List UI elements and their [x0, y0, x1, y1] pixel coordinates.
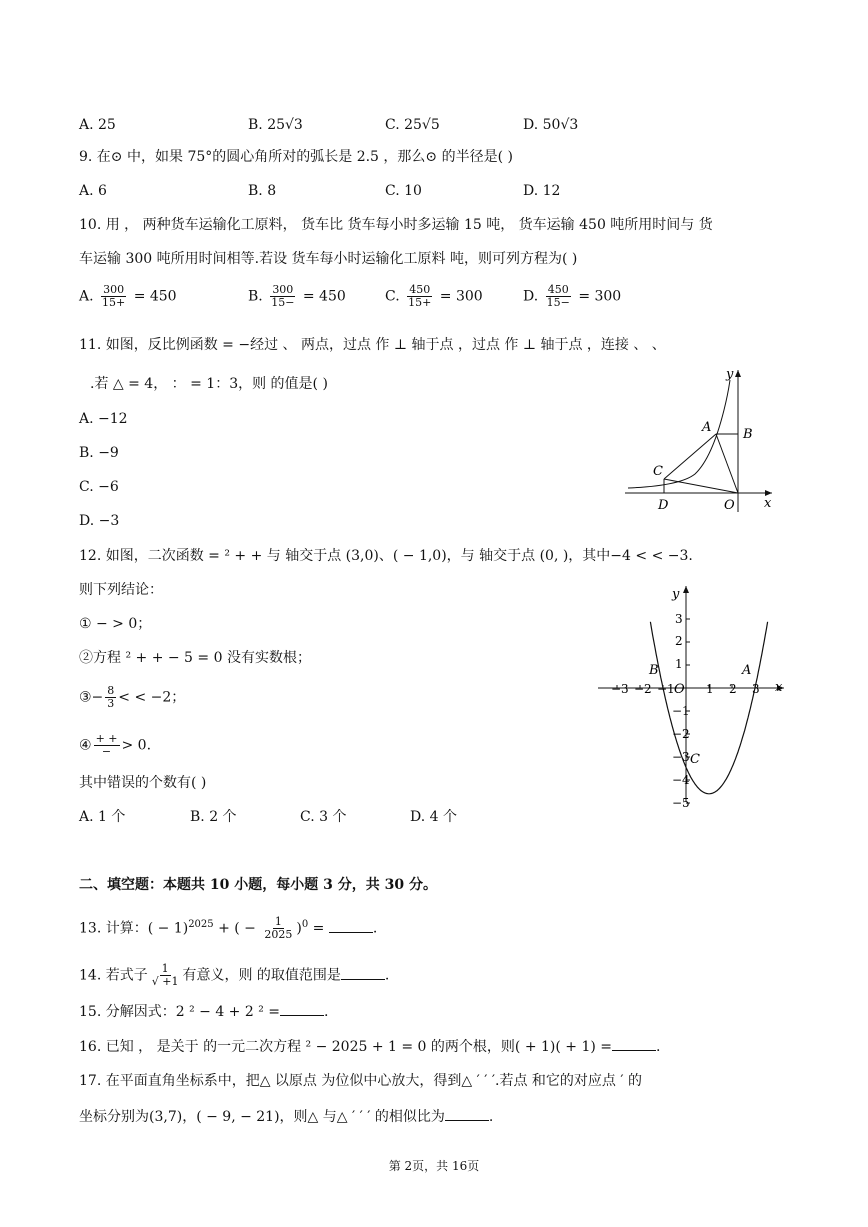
x-tick-label: 1: [706, 682, 714, 696]
fraction: [406, 284, 433, 309]
segment-ao: [716, 434, 738, 493]
q10-option-a: [79, 284, 177, 309]
x-axis-label: x: [775, 680, 783, 695]
point-c-label: C: [653, 464, 663, 479]
point-a-label: A: [742, 663, 752, 678]
option-label: A.: [79, 288, 94, 305]
q13-equals: =: [308, 920, 329, 937]
hyperbola-curve: [628, 380, 730, 488]
q12-option-a: A. 1 个: [79, 809, 126, 825]
q12-option-b: B. 2 个: [190, 809, 237, 825]
y-tick-label: 1: [675, 657, 683, 671]
q9-option-b: B. 8: [248, 183, 277, 199]
q14: [79, 963, 389, 988]
denominator: 3: [107, 697, 115, 710]
denominator: 15+: [102, 296, 126, 309]
q12-option-c: C. 3 个: [300, 809, 347, 825]
q10-stem-line1: 10. 用 ， 两种货车运输化工原料， 货车比 货车每小时多运输 15 吨， 货车运输 450 吨所用时间与 货: [79, 217, 713, 233]
prefix: ③−: [79, 689, 104, 706]
q12-stem-line1: 12. 如图，二次函数 = ² + + 与 轴交于点 (3,0)、( − 1,0)，与 轴交于点 (0, )，其中−4 < < −3.: [79, 548, 693, 564]
q9-option-a: A. 6: [79, 183, 107, 199]
q16-end: .: [656, 1039, 661, 1055]
y-tick-label: 2: [675, 634, 683, 648]
q8-option-b: B. 25√3: [248, 117, 303, 133]
q16-text: 16. 已知 ， 是关于 的一元二次方程 ² − 2025 + 1 = 0 的两个根，则( + 1)( + 1) =: [79, 1039, 613, 1055]
option-label: C.: [385, 288, 400, 305]
q14-suffix: 有意义，则 的取值范围是: [182, 967, 341, 984]
q12-question: 其中错误的个数有( ): [79, 775, 207, 791]
q9-stem: 9. 在⊙ 中，如果 75°的圆心角所对的弧长是 2.5 ，那么⊙ 的半径是( ): [79, 149, 513, 165]
q12-figure: [592, 578, 792, 808]
prefix: ④: [79, 737, 92, 754]
q8-option-c: C. 25√5: [385, 117, 440, 133]
denominator: 15−: [546, 296, 570, 309]
q10-option-c: [385, 284, 483, 309]
q13-middle: + ( −: [213, 920, 261, 937]
denominator: −: [101, 745, 112, 758]
numerator: 1: [161, 962, 169, 975]
section-heading: 二、填空题：本题共 10 小题，每小题 3 分，共 30 分。: [79, 877, 437, 893]
point-d-label: D: [658, 498, 669, 513]
option-label: B.: [248, 288, 263, 305]
suffix: > 0.: [121, 737, 152, 754]
q8-option-d: D. 50√3: [523, 117, 579, 133]
segment-co: [664, 479, 738, 493]
q16: [79, 1036, 660, 1057]
q11-option-a: A. −12: [79, 411, 128, 427]
numerator: 450: [409, 283, 431, 296]
q9-option-d: D. 12: [523, 183, 561, 199]
y-tick-label: −5: [672, 796, 690, 808]
parabola-curve: [650, 622, 767, 794]
q12-conclusion-2: ②方程 ² + + − 5 = 0 没有实数根；: [79, 650, 311, 666]
q17-end: .: [488, 1109, 494, 1125]
numerator: 300: [272, 283, 294, 296]
q13-end: .: [372, 920, 378, 937]
q17-line1: 17. 在平面直角坐标系中，把△ 以原点 为位似中心放大，得到△ ′ ′ ′.若点 和它的对应点 ′ 的: [79, 1073, 643, 1089]
q14-prefix: 14. 若式子: [79, 967, 148, 984]
q15-end: .: [324, 1004, 329, 1020]
q17-line2: [79, 1106, 493, 1127]
numerator: 8: [107, 684, 115, 697]
denominator: 15−: [271, 296, 295, 309]
x-tick-label: −2: [634, 682, 652, 696]
denominator: √ +1: [151, 975, 179, 988]
denominator: 2025: [264, 928, 293, 942]
numerator: 1: [274, 915, 282, 929]
fraction: [100, 284, 127, 309]
q11-figure: [620, 362, 780, 517]
point-b-label: B: [649, 663, 659, 678]
q13-exponent: 2025: [188, 919, 214, 930]
q13: [79, 915, 377, 941]
x-tick-label: 2: [729, 682, 737, 696]
point-b-label: B: [743, 427, 753, 442]
numerator: 300: [103, 283, 125, 296]
answer-blank: [329, 918, 373, 933]
origin-label: O: [724, 498, 735, 513]
q10-stem-line2: 车运输 300 吨所用时间相等.若设 货车每小时运输化工原料 吨，则可列方程为( ): [79, 251, 578, 267]
page-footer: 第 2页，共 16页: [388, 1159, 480, 1173]
numerator: 450: [547, 283, 569, 296]
q11-stem-line1: 11. 如图，反比例函数 = −经过 、 两点，过点 作 ⊥ 轴于点 ，过点 作 ⊥ 轴于点 ，连接 、 、: [79, 337, 666, 353]
q15: [79, 1001, 328, 1022]
y-axis-label: y: [672, 587, 680, 602]
y-axis-arrow: [735, 370, 741, 377]
q12-conclusion-4: [79, 733, 151, 758]
answer-blank: [612, 1036, 656, 1051]
answer-blank: [341, 965, 385, 980]
fraction: [150, 963, 181, 988]
suffix: < < −2；: [118, 689, 186, 706]
q11-option-d: D. −3: [79, 513, 120, 529]
q15-text: 15. 分解因式：2 ² − 4 + 2 ² =: [79, 1004, 281, 1020]
q8-option-a: A. 25: [79, 117, 116, 133]
y-tick-label: 3: [675, 612, 683, 626]
denominator: 15+: [408, 296, 432, 309]
x-tick-label: 3: [752, 682, 760, 696]
point-c-label: C: [690, 752, 700, 767]
x-axis-label: x: [764, 496, 772, 511]
point-a-label: A: [702, 420, 712, 435]
rhs: = 450: [133, 288, 177, 305]
q17-text: 坐标分别为(3,7)，( − 9, − 21)，则△ 与△ ′ ′ ′ 的相似比为: [79, 1109, 445, 1125]
q11-option-b: B. −9: [79, 445, 119, 461]
q13-prefix: 13. 计算：( − 1): [79, 920, 189, 937]
y-tick-label: −4: [672, 773, 690, 787]
y-tick-label: −1: [672, 704, 690, 718]
answer-blank: [280, 1001, 324, 1016]
q11-stem-line2: .若 △ = 4， ： = 1：3，则 的值是( ): [90, 376, 328, 392]
q12-stem-line2: 则下列结论：: [79, 582, 163, 598]
segment-ca: [664, 434, 716, 479]
y-axis-arrow: [683, 586, 689, 593]
fraction: [105, 685, 116, 710]
fraction: [94, 733, 120, 758]
fraction: [269, 284, 296, 309]
x-tick-label: −1: [657, 682, 675, 696]
rhs: = 300: [578, 288, 622, 305]
origin-label: O: [674, 682, 685, 697]
numerator: + +: [95, 732, 118, 745]
fraction: [262, 916, 294, 941]
q12-conclusion-1: ① − > 0；: [79, 616, 152, 632]
rhs: = 450: [302, 288, 346, 305]
q9-option-c: C. 10: [385, 183, 422, 199]
q14-end: .: [384, 967, 390, 984]
y-axis-label: y: [726, 367, 734, 382]
q12-conclusion-3: [79, 685, 185, 710]
q13-close: ): [296, 920, 302, 937]
q10-option-d: [523, 284, 621, 309]
q12-option-d: D. 4 个: [410, 809, 457, 825]
option-label: D.: [523, 288, 539, 305]
x-tick-label: −3: [611, 682, 629, 696]
y-tick-label: −3: [672, 750, 690, 764]
y-tick-label: −2: [672, 727, 690, 741]
answer-blank: [445, 1106, 489, 1121]
q10-option-b: [248, 284, 346, 309]
rhs: = 300: [439, 288, 483, 305]
q11-option-c: C. −6: [79, 479, 119, 495]
fraction: [545, 284, 572, 309]
q13-exponent-zero: 0: [301, 919, 309, 930]
